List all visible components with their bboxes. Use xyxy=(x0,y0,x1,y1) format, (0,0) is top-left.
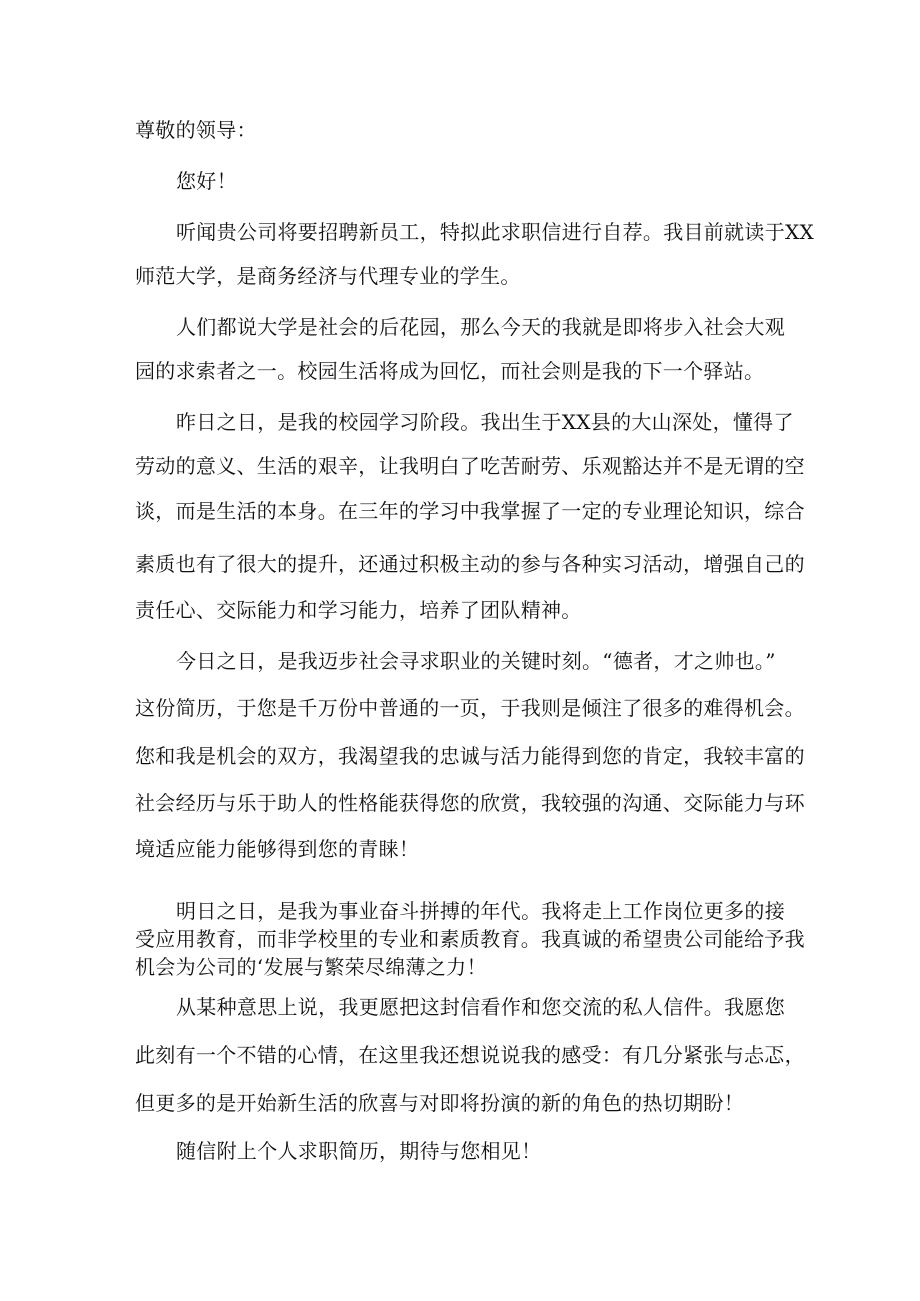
paragraph-4-line-4: 社会经历与乐于助人的性格能获得您的欣赏，我较强的沟通、交际能力与环 xyxy=(135,791,805,815)
paragraph-5-line-1: 明日之日，是我为事业奋斗拼搏的年代。我将走上工作岗位更多的接 xyxy=(176,899,785,923)
paragraph-3-line-1: 昨日之日，是我的校园学习阶段。我出生于XX县的大山深处，懂得了 xyxy=(176,410,794,434)
closing-line: 随信附上个人求职简历，期待与您相见！ xyxy=(176,1139,542,1163)
paragraph-2-line-1: 人们都说大学是社会的后花园，那么今天的我就是即将步入社会大观 xyxy=(176,315,785,339)
paragraph-6-line-2: 此刻有一个不错的心情，在这里我还想说说我的感受：有几分紧张与忐忑， xyxy=(135,1043,805,1067)
paragraph-5-line-3: 机会为公司的‘发展与繁荣尽绵薄之力！ xyxy=(135,955,487,979)
paragraph-3-line-4: 素质也有了很大的提升，还通过积极主动的参与各种实习活动，增强自己的 xyxy=(135,552,805,576)
paragraph-1-line-2: 师范大学，是商务经济与代理专业的学生。 xyxy=(135,264,521,288)
paragraph-2-line-2: 园的求索者之一。校园生活将成为回忆，而社会则是我的下一个驿站。 xyxy=(135,359,765,383)
salutation: 尊敬的领导： xyxy=(135,118,257,142)
paragraph-6-line-1: 从某种意思上说，我更愿把这封信看作和您交流的私人信件。我愿您 xyxy=(176,995,785,1019)
paragraph-4-line-2: 这份简历，于您是千万份中普通的一页，于我则是倾注了很多的难得机会。 xyxy=(135,696,805,720)
paragraph-3-line-5: 责任心、交际能力和学习能力，培养了团队精神。 xyxy=(135,598,582,622)
paragraph-4-line-5: 境适应能力能够得到您的青睐！ xyxy=(135,837,420,861)
paragraph-6-line-3: 但更多的是开始新生活的欣喜与对即将扮演的新的角色的热切期盼！ xyxy=(135,1091,744,1115)
paragraph-4-line-1: 今日之日，是我迈步社会寻求职业的关键时刻。“德者，才之帅也。” xyxy=(176,649,776,673)
paragraph-3-line-3: 谈，而是生活的本身。在三年的学习中我掌握了一定的专业理论知识，综合 xyxy=(135,499,805,523)
greeting: 您好！ xyxy=(176,169,237,193)
paragraph-1-line-1: 听闻贵公司将要招聘新员工，特拟此求职信进行自荐。我目前就读于XX xyxy=(176,220,815,244)
paragraph-4-line-3: 您和我是机会的双方，我渴望我的忠诚与活力能得到您的肯定，我较丰富的 xyxy=(135,744,805,768)
paragraph-5-line-2: 受应用教育，而非学校里的专业和素质教育。我真诚的希望贵公司能给予我 xyxy=(135,927,805,951)
paragraph-3-line-2: 劳动的意义、生活的艰辛，让我明白了吃苦耐劳、乐观豁达并不是无谓的空 xyxy=(135,454,805,478)
